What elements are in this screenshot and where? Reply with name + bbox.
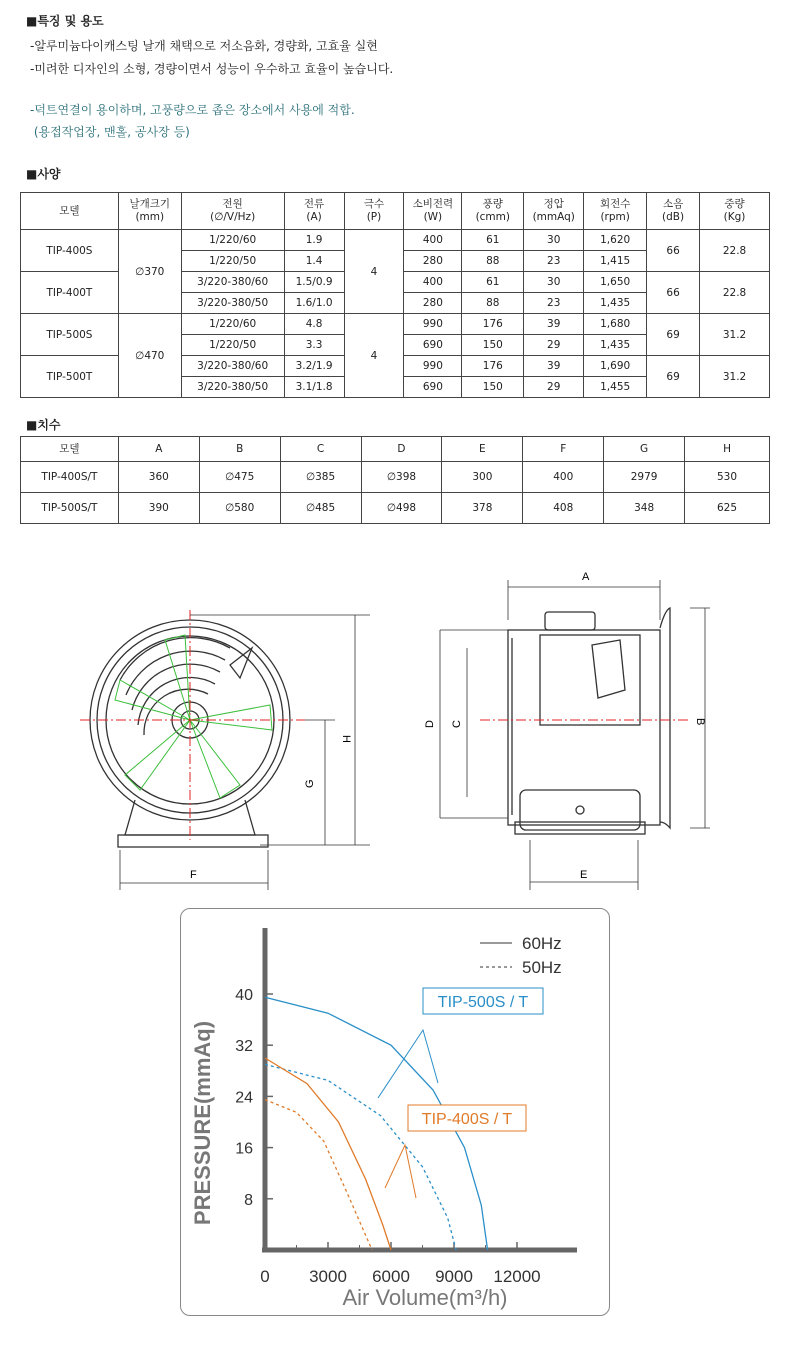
model-cell: TIP-500S [21,314,119,356]
model-cell: TIP-400S [21,230,119,272]
spec-header-label: 풍량 [482,198,503,210]
dims-header: F [523,437,604,462]
pressure-cell: 29 [524,377,584,398]
power-cell: 3/220-380/50 [181,293,284,314]
watt-cell: 990 [404,314,462,335]
pressure-cell: 39 [524,314,584,335]
spec-header-label: 중량 [724,198,745,210]
spec-header [524,193,584,230]
watt-cell: 400 [404,272,462,293]
y-tick-label: 24 [235,1089,253,1107]
spec-header-label: 모델 [59,204,80,217]
spec-header [647,193,700,230]
noise-cell: 66 [647,230,700,272]
y-tick-label: 16 [235,1140,253,1158]
series-line [265,1100,372,1250]
model-cell: TIP-500T [21,356,119,398]
spec-header-unit: (cmm) [475,211,510,223]
flow-cell: 150 [462,377,524,398]
spec-title: ■사양 [26,167,61,181]
y-tick-label: 8 [244,1191,253,1209]
watt-cell: 690 [404,335,462,356]
power-cell: 3/220-380/50 [181,377,284,398]
current-cell: 3.3 [284,335,344,356]
weight-cell: 22.8 [700,230,770,272]
dims-header: 모델 [21,437,119,462]
dims-header: H [685,437,770,462]
flow-cell: 176 [462,356,524,377]
spec-header [284,193,344,230]
noise-cell: 66 [647,272,700,314]
pressure-cell: 30 [524,230,584,251]
table-row [21,314,770,335]
dims-cell: ∅498 [361,493,442,524]
dims-table [20,436,770,524]
watt-cell: 990 [404,356,462,377]
dim-label-f: F [190,869,197,881]
power-cell: 3/220-380/60 [181,272,284,293]
spec-header-label: 회전수 [599,198,631,210]
current-cell: 1.5/0.9 [284,272,344,293]
poles-cell: 4 [344,314,404,398]
spec-header-label: 소비전력 [412,198,454,210]
dims-cell: TIP-400S/T [21,462,119,493]
y-axis-label: PRESSURE(mmAq) [190,1020,215,1226]
performance-chart [180,908,610,1316]
spec-header-label: 소음 [662,198,684,210]
dim-label-h: H [340,735,352,743]
rpm-cell: 1,415 [584,251,647,272]
dim-label-b: B [694,718,706,726]
rpm-cell: 1,680 [584,314,647,335]
spec-header-label: 전류 [303,198,325,210]
flow-cell: 88 [462,293,524,314]
table-row [21,462,770,493]
watt-cell: 280 [404,293,462,314]
dims-cell: 408 [523,493,604,524]
dims-cell: 530 [685,462,770,493]
dims-title: ■치수 [26,418,61,432]
rpm-cell: 1,620 [584,230,647,251]
table-row [21,493,770,524]
blade-cell: ∅370 [118,230,181,314]
feature-line: -미려한 디자인의 소형, 경량이면서 성능이 우수하고 효율이 높습니다. [30,62,394,76]
dims-cell: ∅580 [199,493,280,524]
rpm-cell: 1,455 [584,377,647,398]
spec-header [344,193,404,230]
y-tick-label: 40 [235,987,253,1004]
dims-header: D [361,437,442,462]
watt-cell: 400 [404,230,462,251]
pressure-cell: 39 [524,356,584,377]
fan-blade [190,720,240,798]
dims-cell: ∅485 [280,493,361,524]
noise-cell: 69 [647,314,700,356]
power-cell: 3/220-380/60 [181,356,284,377]
dims-header: E [442,437,523,462]
dim-label-a: A [582,571,590,583]
spec-header [21,193,119,230]
dims-cell: 300 [442,462,523,493]
dim-label-c: C [451,720,463,728]
current-cell: 1.6/1.0 [284,293,344,314]
power-cell: 1/220/50 [181,335,284,356]
dim-label-d: D [424,720,436,728]
current-cell: 4.8 [284,314,344,335]
spec-header-unit: (mm) [135,211,165,223]
power-cell: 1/220/50 [181,251,284,272]
weight-cell: 31.2 [700,356,770,398]
dim-label-e: E [580,869,588,881]
spec-header-label: 날개크기 [129,198,171,210]
spec-table [20,192,770,398]
x-tick-label: 6000 [372,1267,410,1286]
spec-header [404,193,462,230]
dims-cell: 360 [118,462,199,493]
spec-header-unit: (P) [366,211,382,223]
weight-cell: 22.8 [700,272,770,314]
dims-cell: 390 [118,493,199,524]
spec-header-label: 정압 [543,198,564,210]
spec-header-unit: (W) [423,211,443,223]
flow-cell: 61 [462,272,524,293]
spec-header-unit: (A) [306,211,322,223]
front-view-drawing [80,560,380,895]
weight-cell: 31.2 [700,314,770,356]
pressure-cell: 23 [524,293,584,314]
x-tick-label: 0 [260,1267,270,1286]
dims-cell: ∅475 [199,462,280,493]
rpm-cell: 1,690 [584,356,647,377]
dims-cell: 400 [523,462,604,493]
x-tick-label: 12000 [493,1267,541,1286]
dims-cell: TIP-500S/T [21,493,119,524]
table-row [21,230,770,251]
spec-header [181,193,284,230]
fan-blade [115,680,190,720]
pressure-cell: 23 [524,251,584,272]
spec-header-unit: (mmAq) [532,211,575,223]
dims-header: C [280,437,361,462]
spec-header [700,193,770,230]
fan-blade [190,705,272,730]
dim-label-g: G [304,779,316,788]
annotation-label: TIP-400S / T [421,1111,513,1128]
x-axis-label: Air Volume(m³/h) [342,1285,508,1310]
current-cell: 1.4 [284,251,344,272]
rpm-cell: 1,435 [584,293,647,314]
dims-cell: 378 [442,493,523,524]
flow-cell: 61 [462,230,524,251]
dims-cell: ∅385 [280,462,361,493]
dims-cell: 2979 [604,462,685,493]
flow-cell: 88 [462,251,524,272]
spec-header-unit: (∅/V/Hz) [210,211,256,223]
watt-cell: 690 [404,377,462,398]
dims-cell: ∅398 [361,462,442,493]
dims-cell: 625 [685,493,770,524]
spec-header-unit: (rpm) [600,211,630,223]
poles-cell: 4 [344,230,404,314]
x-tick-label: 3000 [309,1267,347,1286]
dims-cell: 348 [604,493,685,524]
rpm-cell: 1,650 [584,272,647,293]
feature-line: -알루미늄다이캐스팅 날개 채택으로 저소음화, 경량화, 고효율 실현 [30,39,378,53]
fan-blade [125,720,190,790]
current-cell: 1.9 [284,230,344,251]
spec-header-label: 극수 [363,198,385,210]
noise-cell: 69 [647,356,700,398]
legend-label: 50Hz [522,958,562,977]
spec-header-unit: (dB) [662,211,685,223]
power-cell: 1/220/60 [181,314,284,335]
x-tick-label: 9000 [435,1267,473,1286]
flow-cell: 176 [462,314,524,335]
current-cell: 3.1/1.8 [284,377,344,398]
feature-line: (용접작업장, 맨홀, 공사장 등) [30,125,190,139]
spec-header-unit: (Kg) [723,211,746,223]
spec-header-label: 전원 [222,198,243,210]
current-cell: 3.2/1.9 [284,356,344,377]
spec-header [462,193,524,230]
dims-header: A [118,437,199,462]
dims-header: B [199,437,280,462]
annotation-label: TIP-500S / T [437,994,529,1011]
y-tick-label: 32 [235,1038,253,1056]
features-title: ■특징 및 용도 [26,14,104,28]
dims-header: G [604,437,685,462]
power-cell: 1/220/60 [181,230,284,251]
watt-cell: 280 [404,251,462,272]
series-line [265,1058,391,1250]
legend-label: 60Hz [522,934,562,953]
side-view-drawing [420,560,720,895]
model-cell: TIP-400T [21,272,119,314]
spec-header [584,193,647,230]
pressure-cell: 29 [524,335,584,356]
spec-header [118,193,181,230]
rpm-cell: 1,435 [584,335,647,356]
feature-line: -덕트연결이 용이하며, 고풍량으로 좁은 장소에서 사용에 적합. [30,103,355,117]
blade-cell: ∅470 [118,314,181,398]
flow-cell: 150 [462,335,524,356]
pressure-cell: 30 [524,272,584,293]
